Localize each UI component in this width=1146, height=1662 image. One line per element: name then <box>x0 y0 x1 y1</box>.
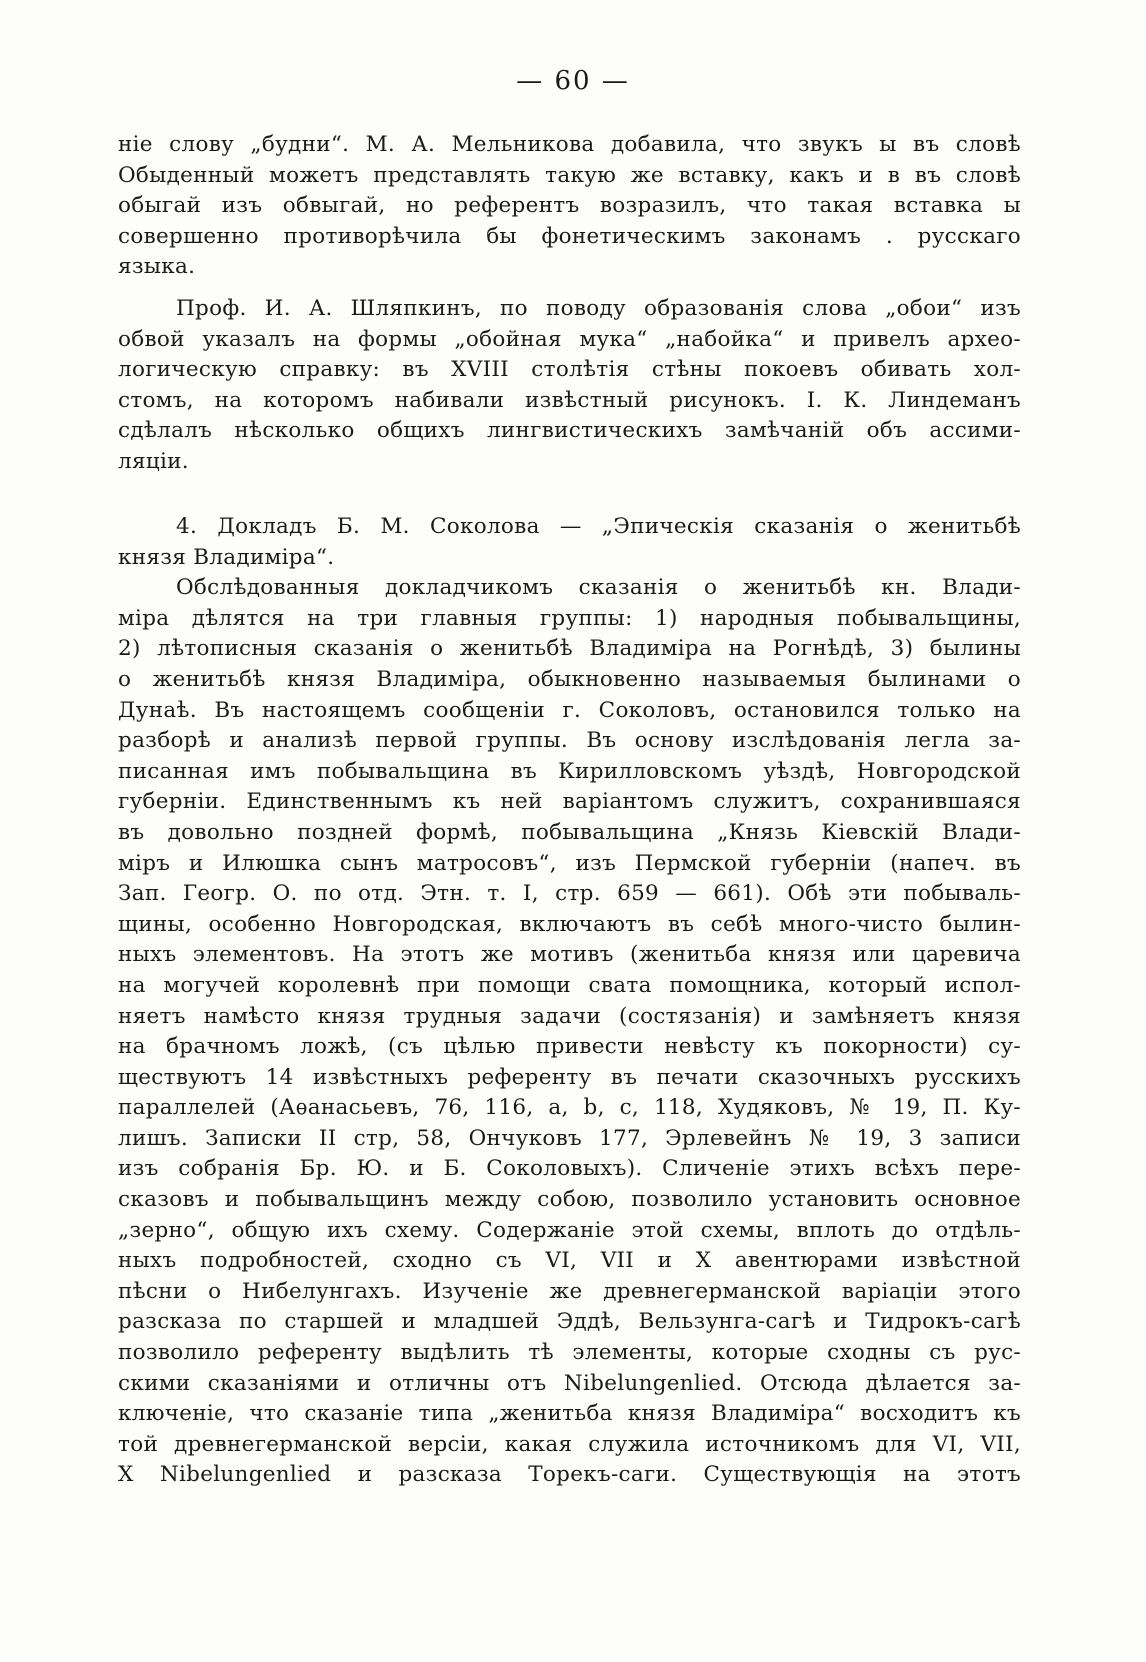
text-line: разсказа по старшей и младшей Эддѣ, Вельзунга-сагѣ и Тидрокъ-сагѣ <box>118 1309 1021 1335</box>
text-line: Зап. Геогр. О. по отд. Этн. т. I, стр. 659 — 661). Обѣ эти побываль- <box>118 881 1021 907</box>
text-line: 2) лѣтописныя сказанія о женитьбѣ Владиміра на Рогнѣдѣ, 3) былины <box>118 636 1021 662</box>
text-line: лишъ. Записки II стр, 58, Ончуковъ 177, Эрлевейнъ № 19, 3 записи <box>118 1125 1021 1151</box>
text-line: на могучей королевнѣ при помощи свата помощника, который испол- <box>118 972 1021 998</box>
text-line: писанная имъ побывальщина въ Кирилловскомъ уѣздѣ, Новгородской <box>118 758 1021 784</box>
text-line: міръ и Илюшка сынъ матросовъ“, изъ Пермской губерніи (напеч. въ <box>118 850 1021 876</box>
text-line: „зерно“, общую ихъ схему. Содержаніе этой схемы, вплоть до отдѣль- <box>118 1217 1021 1243</box>
text-line: Обыденный можетъ представлять такую же вставку, какъ и в въ словѣ <box>118 162 1021 188</box>
text-line: той древнегерманской версіи, какая служила источникомъ для VI, VII, <box>118 1431 1021 1457</box>
paragraph-2 <box>118 294 1021 478</box>
text-line: въ довольно поздней формѣ, побывальщина „Князь Кіевскій Влади- <box>118 819 1021 845</box>
text-line: стомъ, на которомъ набивали извѣстный рисунокъ. І. К. Линдеманъ <box>118 387 1021 413</box>
page-number: — 60 — <box>516 66 630 96</box>
text-line: обыгай изъ обвыгай, но референтъ возразилъ, что такая вставка ы <box>118 193 1021 219</box>
text-line: ныхъ элементовъ. На этотъ же мотивъ (женитьба князя или царевича <box>118 942 1021 968</box>
text-line: X Nibelungenlied и разсказа Торекъ-саги. Существующія на этотъ <box>118 1462 1021 1488</box>
paragraph-1 <box>118 130 1021 283</box>
text-line: ключеніе, что сказаніе типа „женитьба князя Владиміра“ восходитъ къ <box>118 1401 1021 1427</box>
text-line: щины, особенно Новгородская, включаютъ въ себѣ много-чисто былин- <box>118 911 1021 937</box>
text-line: ніе слову „будни“. М. А. Мельникова добавила, что звукъ ы въ словѣ <box>118 132 1021 157</box>
text-line: языка. <box>118 254 196 280</box>
text-line: скими сказаніями и отличны отъ Nibelungenlied. Отсюда дѣлается за- <box>118 1370 1021 1396</box>
text-line: параллелей (Аѳанасьевъ, 76, 116, а, b, с, 118, Худяковъ, № 19, П. Ку- <box>118 1095 1021 1121</box>
text-line: ныхъ подробностей, сходно съ VI, VII и X авентюрами извѣстной <box>118 1248 1021 1274</box>
paragraph-3 <box>118 512 1021 1491</box>
text-line: сказовъ и побывальщинъ между собою, позволило установить основное <box>118 1187 1021 1213</box>
text-line: позволило референту выдѣлить тѣ элементы, которые сходны съ рус- <box>118 1340 1021 1366</box>
text-line: губерніи. Единственнымъ къ ней варіантомъ служитъ, сохранившаяся <box>118 789 1021 815</box>
text-line: обвой указалъ на формы „обойная мука“ „набойка“ и привелъ архео- <box>118 326 1021 352</box>
text-line: изъ собранія Бр. Ю. и Б. Соколовыхъ). Сличеніе этихъ всѣхъ пере- <box>118 1156 1021 1182</box>
text-line: совершенно противорѣчила бы фонетическимъ законамъ . русскаго <box>118 223 1021 249</box>
text-line: ляціи. <box>118 448 189 474</box>
text-line: Дунаѣ. Въ настоящемъ сообщеніи г. Соколовъ, остановился только на <box>118 697 1021 723</box>
text-line: разборѣ и анализѣ первой группы. Въ основу изслѣдованія легла за- <box>118 728 1021 754</box>
text-line: пѣсни о Нибелунгахъ. Изученіе же древнегерманской варіаціи этого <box>118 1278 1021 1304</box>
text-line: сдѣлалъ нѣсколько общихъ лингвистическихъ замѣчаній объ ассими- <box>118 418 1021 444</box>
text-line: о женитьбѣ князя Владиміра, обыкновенно называемыя былинами о <box>118 666 1021 692</box>
text-line: ществуютъ 14 извѣстныхъ референту въ печати сказочныхъ русскихъ <box>118 1064 1021 1090</box>
text-line: Проф. И. А. Шляпкинъ, по поводу образованія слова „обои“ изъ <box>176 296 1021 321</box>
text-line: Обслѣдованныя докладчикомъ сказанія о женитьбѣ кн. Влади- <box>176 575 1021 601</box>
text-line: міра дѣлятся на три главныя группы: 1) народныя побывальщины, <box>118 605 1021 631</box>
text-line: князя Владиміра“. <box>118 544 335 570</box>
text-line: 4. Докладъ Б. М. Соколова — „Эпическія сказанія о женитьбѣ <box>176 514 1021 539</box>
text-line: на брачномъ ложѣ, (съ цѣлью привести невѣсту къ покорности) су- <box>118 1034 1021 1060</box>
text-line: няетъ намѣсто князя трудныя задачи (состязанія) и замѣняетъ князя <box>118 1003 1021 1029</box>
text-line: логическую справку: въ XVIII столѣтія стѣны покоевъ обивать хол- <box>118 357 1021 383</box>
